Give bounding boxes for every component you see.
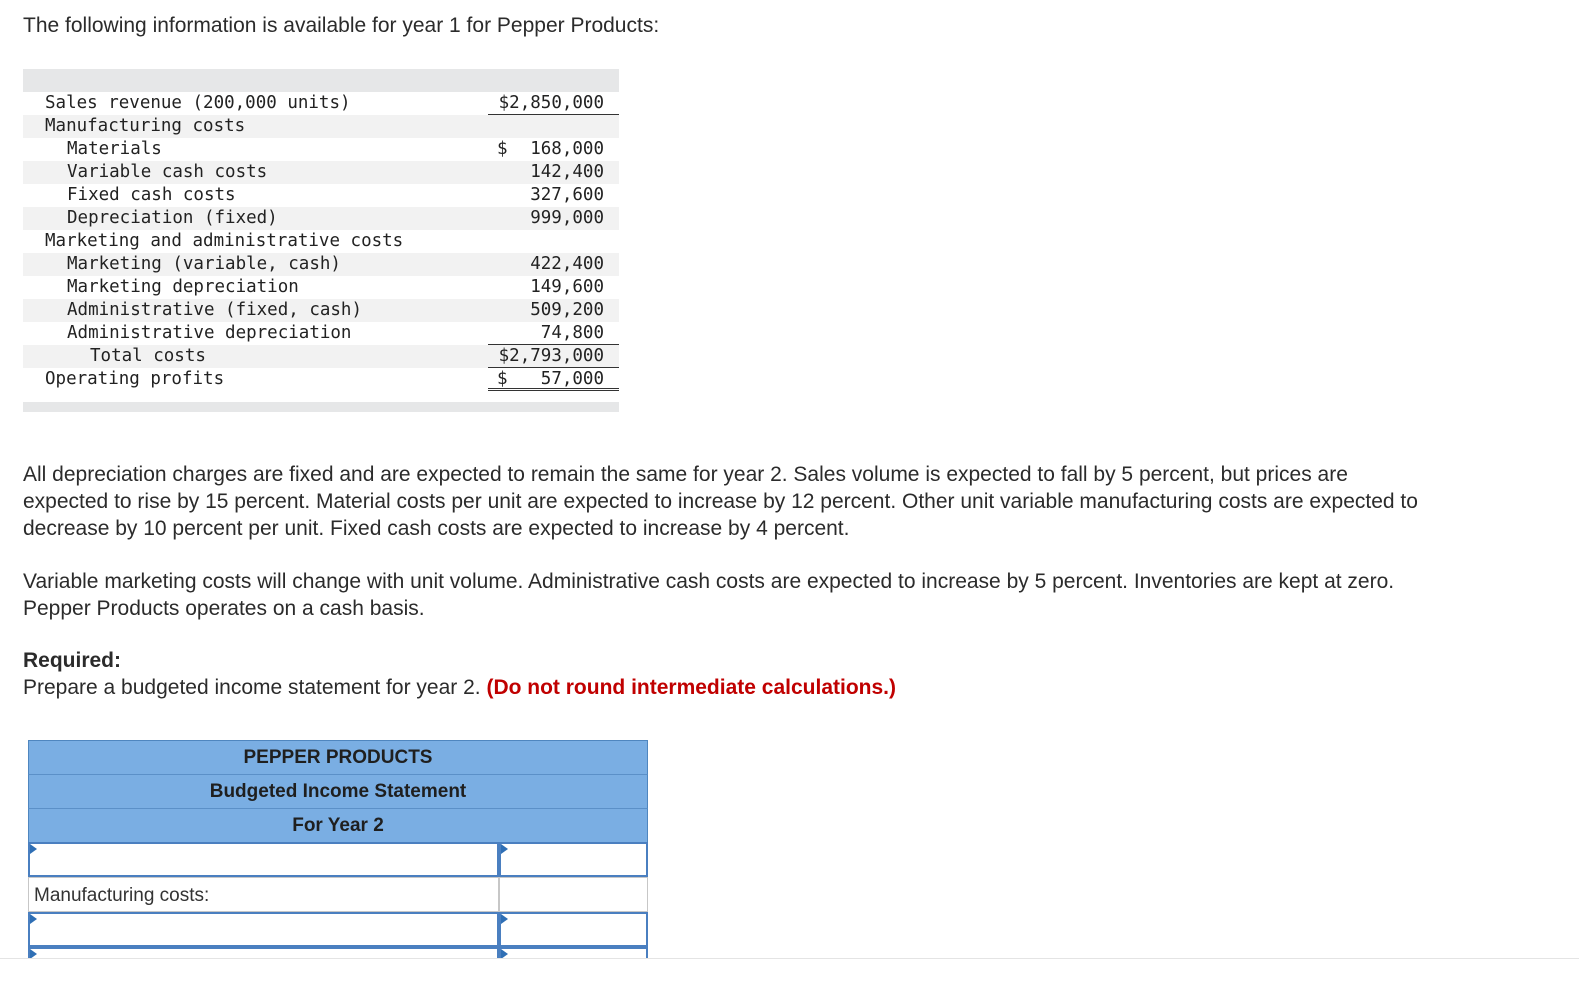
empty-amount-cell [499, 877, 648, 912]
row-manufacturing-costs [23, 115, 619, 138]
manufacturing-costs-label-cell: Manufacturing costs: [28, 877, 499, 912]
required-note: (Do not round intermediate calculations.) [486, 676, 896, 699]
row-amount: 142,400 [530, 162, 604, 182]
statement-title-header: Budgeted Income Statement [28, 774, 648, 808]
row-administrative-fixed [23, 299, 619, 322]
row-variable-cash-costs [23, 161, 619, 184]
row-label: Manufacturing costs [45, 116, 246, 136]
row-amount: 999,000 [530, 208, 604, 228]
year1-data-table [23, 69, 619, 412]
row-amount: $2,793,000 [488, 345, 619, 368]
row-amount: 422,400 [530, 254, 604, 274]
row-amount: 149,600 [530, 277, 604, 297]
table-top-band [23, 69, 619, 92]
dropdown-marker-icon [501, 844, 508, 854]
row-operating-profits [23, 368, 619, 392]
row-marketing-admin-costs [23, 230, 619, 253]
row-label: Marketing depreciation [67, 277, 299, 297]
row-amount: 509,200 [530, 300, 604, 320]
table-bottom-band [23, 402, 619, 412]
row-amount: $ 168,000 [497, 139, 604, 159]
row-marketing-depreciation [23, 276, 619, 299]
line-item-dropdown[interactable] [28, 842, 499, 877]
row-label: Operating profits [45, 369, 225, 389]
row-amount: $2,850,000 [488, 92, 619, 115]
row-amount: 327,600 [530, 185, 604, 205]
table-row [28, 877, 648, 912]
assumptions-paragraph-2: Variable marketing costs will change with unit volume. Administrative cash costs are expected to increase by 5 percent. Inventories are kept at zero. Pepper Products operates on a cash basis. [23, 570, 1395, 620]
row-label: Administrative (fixed, cash) [67, 300, 363, 320]
row-label: Depreciation (fixed) [67, 208, 278, 228]
row-marketing-variable [23, 253, 619, 276]
row-amount: 74,800 [488, 322, 619, 345]
row-label: Sales revenue (200,000 units) [45, 93, 351, 113]
line-item-dropdown[interactable] [28, 912, 499, 947]
row-fixed-cash-costs [23, 184, 619, 207]
amount-input[interactable] [499, 912, 648, 947]
budgeted-income-statement-table [28, 740, 648, 959]
dropdown-marker-icon [30, 914, 37, 924]
row-label: Marketing (variable, cash) [67, 254, 341, 274]
assumptions-paragraph: All depreciation charges are fixed and are expected to remain the same for year 2. Sales volume is expected to fall by 5 percent, but prices are expected to rise by 15 percent. Material costs per unit are expected to increase by 12 percent. Other unit variable manufacturing costs are expected to decrease by 10 percent per unit. Fixed cash costs are expected to increase by 4 percent. [23, 463, 1418, 540]
table-row [28, 842, 648, 877]
intro-text: The following information is available for year 1 for Pepper Products: [23, 14, 660, 37]
row-label: Total costs [90, 346, 206, 366]
amount-input[interactable] [499, 842, 648, 877]
required-instruction [23, 676, 896, 700]
table-row [28, 912, 648, 947]
period-header: For Year 2 [28, 808, 648, 842]
row-total-costs [23, 345, 619, 368]
company-name-header: PEPPER PRODUCTS [28, 740, 648, 774]
row-depreciation-fixed [23, 207, 619, 230]
row-label: Materials [67, 139, 162, 159]
dropdown-marker-icon [501, 914, 508, 924]
dropdown-marker-icon [30, 844, 37, 854]
row-amount: $ 57,000 [488, 368, 619, 391]
row-label: Variable cash costs [67, 162, 268, 182]
row-materials [23, 138, 619, 161]
row-label: Marketing and administrative costs [45, 231, 404, 251]
row-label: Administrative depreciation [67, 323, 352, 343]
row-sales-revenue [23, 92, 619, 115]
row-label: Fixed cash costs [67, 185, 236, 205]
row-administrative-depreciation [23, 322, 619, 345]
page-bottom-edge [0, 958, 1579, 982]
required-heading: Required: [23, 649, 122, 672]
required-text: Prepare a budgeted income statement for year 2. [23, 676, 481, 699]
